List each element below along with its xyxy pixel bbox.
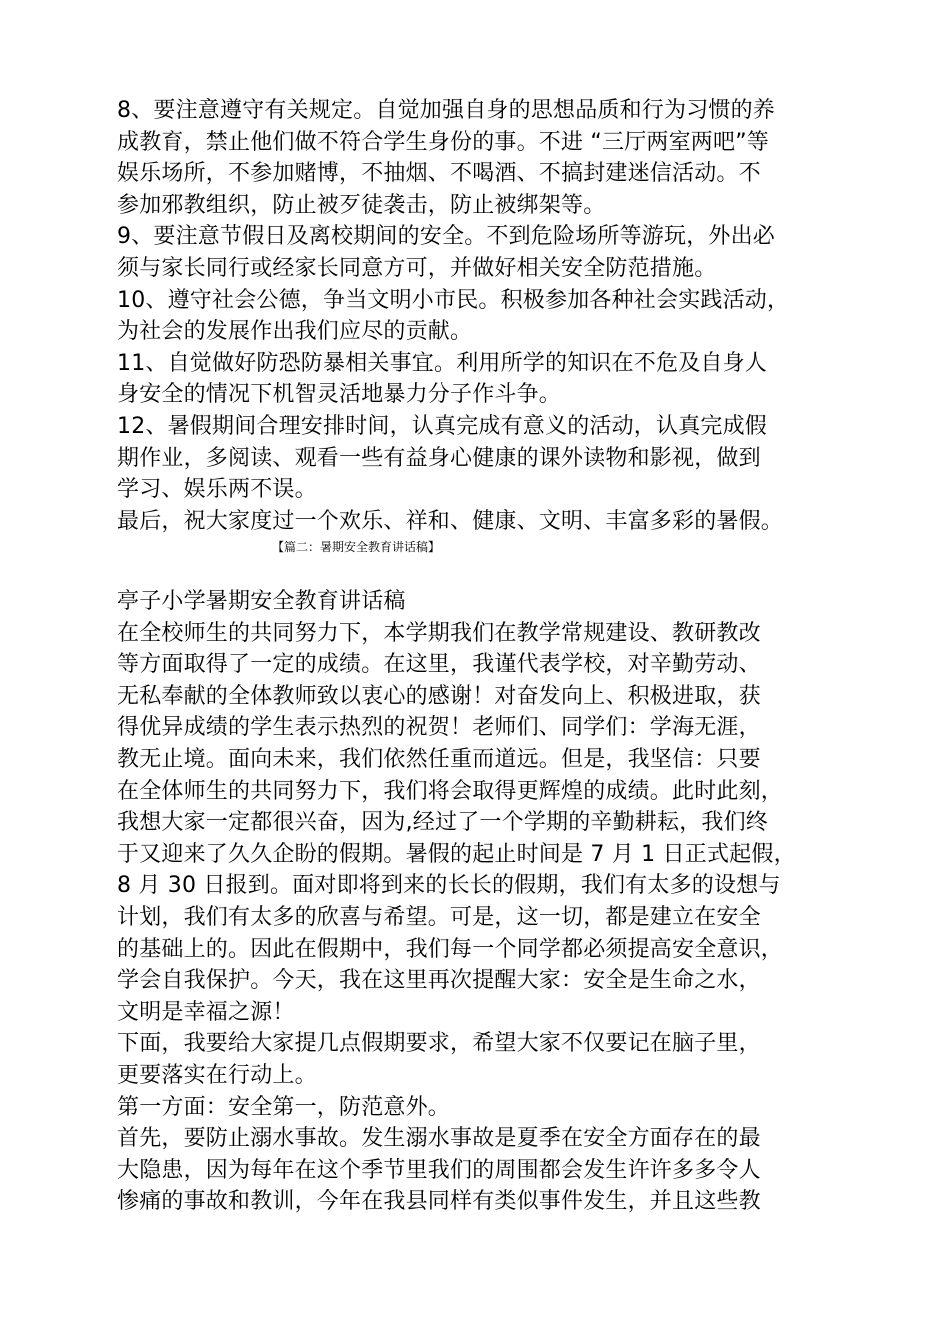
text-line: 第一方面：安全第一，防范意外。 [117, 1094, 451, 1120]
text-line: 文明是幸福之源！ [117, 999, 295, 1025]
text-line: 9、要注意节假日及离校期间的安全。不到危险场所等游玩，外出必 [117, 224, 775, 250]
text-line: 身安全的情况下机智灵活地暴力分子作斗争。 [117, 382, 562, 408]
text-line: 学习、娱乐两不误。 [117, 477, 317, 503]
text-line: 8、要注意遵守有关规定。自觉加强自身的思想品质和行为习惯的养 [117, 98, 775, 123]
text-line: 期作业，多阅读、观看一些有益身心健康的课外读物和影视，做到 [117, 445, 761, 471]
text-line: 12、暑假期间合理安排时间，认真完成有意义的活动，认真完成假 [117, 413, 767, 439]
text-line: 10、遵守社会公德，争当文明小市民。积极参加各种社会实践活动， [117, 287, 790, 313]
speech-title: 亭子小学暑期安全教育讲话稿 [117, 589, 406, 614]
text-line: 我想大家一定都很兴奋，因为,经过了一个学期的辛勤耕耘，我们终 [117, 810, 768, 836]
text-line: 惨痛的事故和教训，今年在我县同样有类似事件发生，并且这些教 [117, 1189, 761, 1215]
text-line: 等方面取得了一定的成绩。在这里，我谨代表学校，对辛勤劳动、 [117, 652, 761, 678]
text-line: 成教育，禁止他们做不符合学生身份的事。不进 “三厅两室两吧”等 [117, 129, 769, 155]
text-line: 得优异成绩的学生表示热烈的祝贺！老师们、同学们：学海无涯， [117, 715, 761, 741]
text-line: 在全体师生的共同努力下，我们将会取得更辉煌的成绩。此时此刻， [117, 778, 784, 804]
text-line: 参加邪教组织，防止被歹徒袭击，防止被绑架等。 [117, 192, 606, 218]
text-line: 的基础上的。因此在假期中，我们每一个同学都必须提高安全意识， [117, 936, 784, 962]
text-line: 大隐患，因为每年在这个季节里我们的周围都会发生许许多多令人 [117, 1157, 761, 1183]
text-line: 在全校师生的共同努力下，本学期我们在教学常规建设、教研教改 [117, 620, 761, 646]
text-line: 计划，我们有太多的欣喜与希望。可是，这一切，都是建立在安全 [117, 904, 761, 930]
section-two-text [117, 586, 852, 1249]
text-line: 须与家长同行或经家长同意方可，并做好相关安全防范措施。 [117, 255, 717, 281]
text-line: 学会自我保护。今天，我在这里再次提醒大家：安全是生命之水， [117, 968, 761, 994]
text-line: 最后，祝大家度过一个欢乐、祥和、健康、文明、丰富多彩的暑假。 [117, 508, 784, 534]
text-line: 11、自觉做好防恐防暴相关事宜。利用所学的知识在不危及自身人 [117, 350, 767, 376]
text-line: 为社会的发展作出我们应尽的贡献。 [117, 319, 473, 345]
text-line: 8 月 30 日报到。面对即将到来的长长的假期，我们有太多的设想与 [117, 873, 781, 899]
text-line: 无私奉献的全体教师致以衷心的感谢！对奋发向上、积极进取，获 [117, 683, 761, 709]
text-line: 娱乐场所，不参加赌博，不抽烟、不喝酒、不搞封建迷信活动。不 [117, 161, 761, 187]
text-line: 更要落实在行动上。 [117, 1062, 317, 1088]
section-one-text [117, 95, 852, 537]
text-line [117, 1218, 852, 1250]
text-line: 下面，我要给大家提几点假期要求，希望大家不仅要记在脑子里， [117, 1031, 761, 1057]
text-line: 教无止境。面向未来，我们依然任重而道远。但是，我坚信：只要 [117, 746, 761, 772]
text-line: 于又迎来了久久企盼的假期。暑假的起止时间是 7 月 1 日正式起假， [117, 841, 796, 867]
text-line: 首先，要防止溺水事故。发生溺水事故是夏季在安全方面存在的最 [117, 1126, 761, 1152]
section-divider-label: 【篇二：暑期安全教育讲话稿】 [272, 540, 441, 554]
